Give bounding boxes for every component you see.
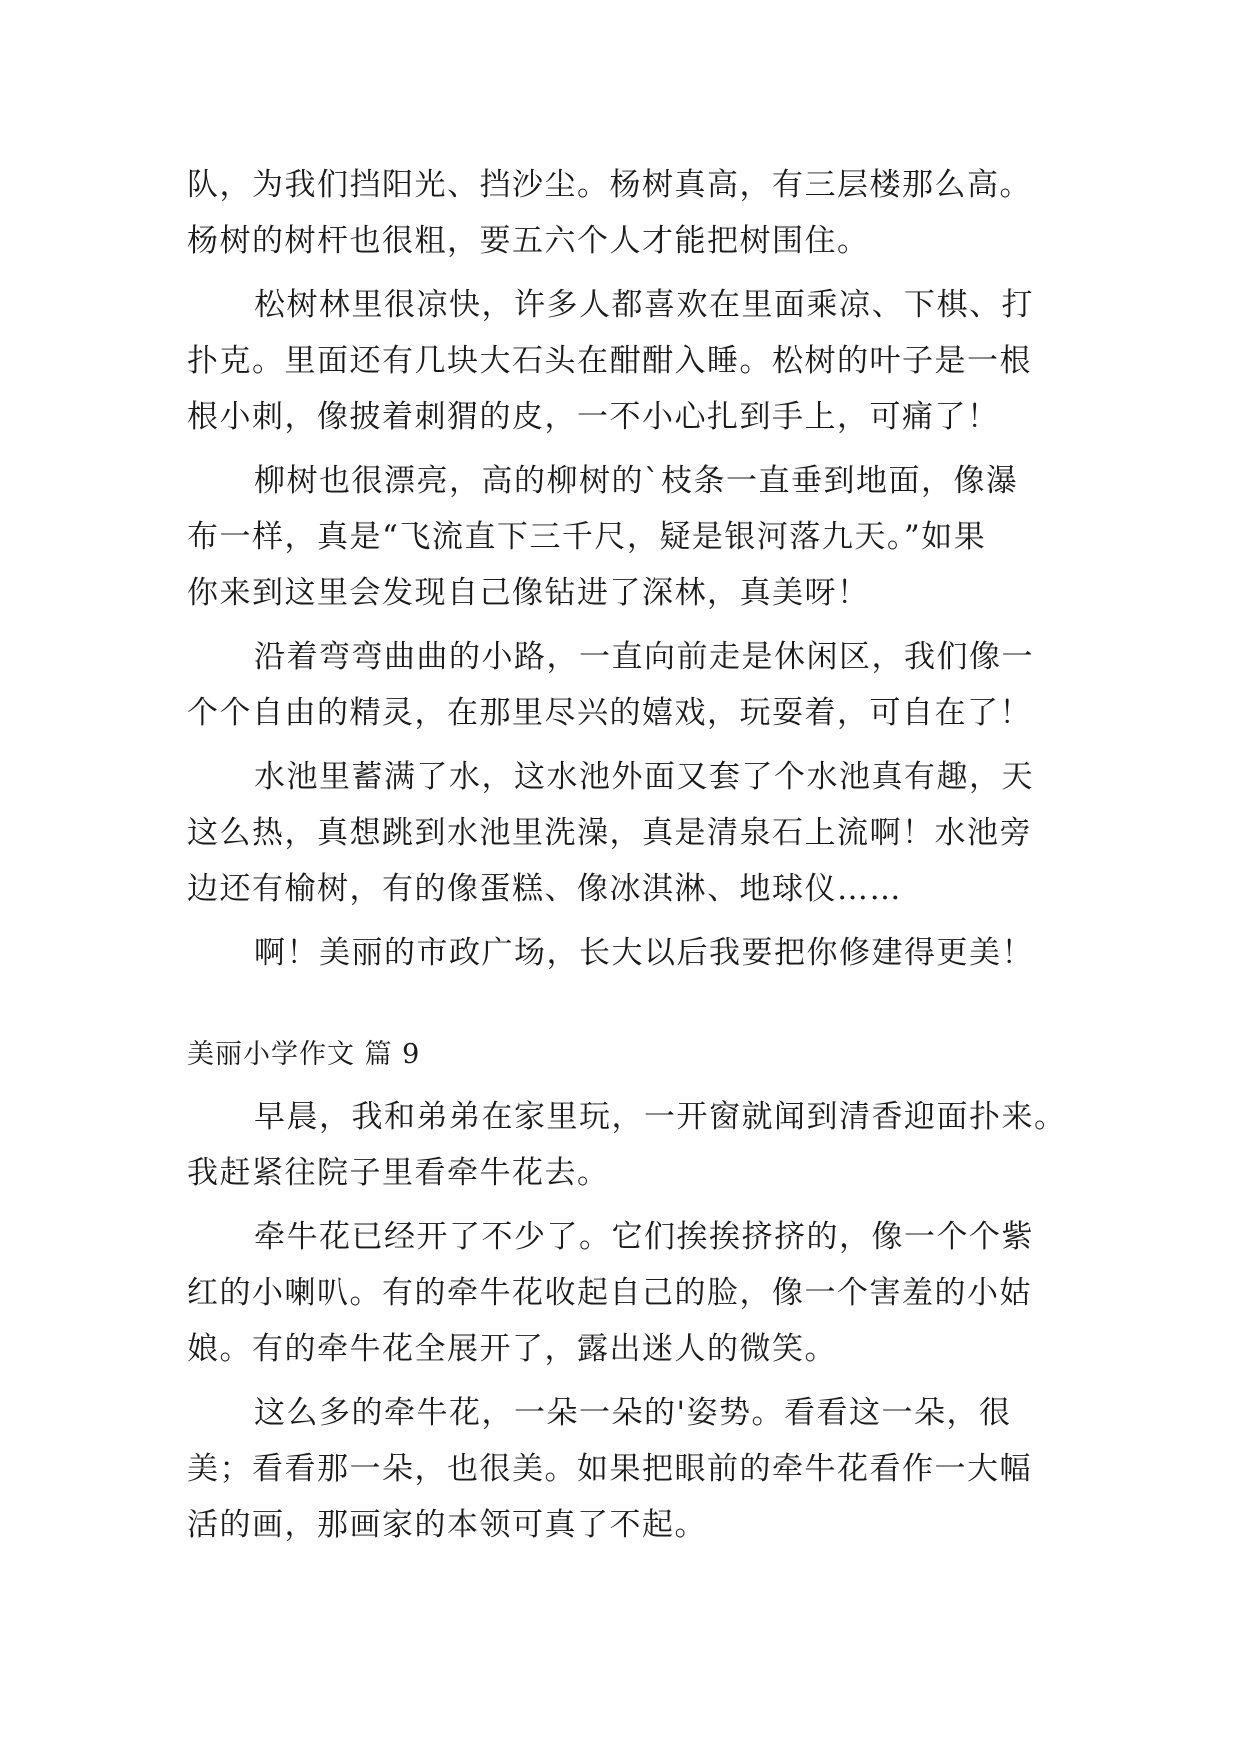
- paragraph-line: 边还有榆树，有的像蛋糕、像冰淇淋、地球仪……: [187, 871, 902, 907]
- paragraph-line: 松树林里很凉快，许多人都喜欢在里面乘凉、下棋、打: [254, 287, 1034, 323]
- paragraph-line: 我赶紧往院子里看牵牛花去。: [187, 1155, 610, 1191]
- paragraph-line: 柳树也很漂亮，高的柳树的`枝条一直垂到地面，像瀑: [254, 463, 1019, 499]
- paragraph-line: 布一样，真是“飞流直下三千尺，疑是银河落九天。”如果: [187, 519, 987, 555]
- paragraph-line: 个个自由的精灵，在那里尽兴的嬉戏，玩耍着，可自在了！: [187, 695, 1032, 731]
- paragraph-line: 早晨，我和弟弟在家里玩，一开窗就闻到清香迎面扑来。: [254, 1099, 1067, 1135]
- paragraph-line: 啊！美丽的市政广场，长大以后我要把你修建得更美！: [254, 935, 1034, 971]
- paragraph-line: 红的小喇叭。有的牵牛花收起自己的脸，像一个害羞的小姑: [187, 1275, 1032, 1311]
- paragraph-line: 水池里蓄满了水，这水池外面又套了个水池真有趣，天: [254, 759, 1034, 795]
- paragraph-line: 娘。有的牵牛花全展开了，露出迷人的微笑。: [187, 1331, 837, 1367]
- paragraph-line: 沿着弯弯曲曲的小路，一直向前走是休闲区，我们像一: [254, 639, 1034, 675]
- paragraph-line: 牵牛花已经开了不少了。它们挨挨挤挤的，像一个个紫: [254, 1219, 1034, 1255]
- paragraph-line: 根小刺，像披着刺猬的皮，一不小心扎到手上，可痛了！: [187, 399, 1000, 435]
- paragraph-line: 这么多的牵牛花，一朵一朵的'姿势。看看这一朵，很: [254, 1395, 1012, 1431]
- paragraph-line: 杨树的树杆也很粗，要五六个人才能把树围住。: [187, 223, 870, 259]
- paragraph-line: 扑克。里面还有几块大石头在酣酣入睡。松树的叶子是一根: [187, 343, 1032, 379]
- paragraph-line: 你来到这里会发现自己像钻进了深林，真美呀！: [187, 575, 870, 611]
- paragraph-line: 美；看看那一朵，也很美。如果把眼前的牵牛花看作一大幅: [187, 1451, 1032, 1487]
- paragraph-line: 这么热，真想跳到水池里洗澡，真是清泉石上流啊！水池旁: [187, 815, 1032, 851]
- section-title: 美丽小学作文 篇 9: [187, 1039, 421, 1070]
- paragraph-line: 活的画，那画家的本领可真了不起。: [187, 1507, 707, 1543]
- paragraph-line: 队，为我们挡阳光、挡沙尘。杨树真高，有三层楼那么高。: [187, 167, 1032, 203]
